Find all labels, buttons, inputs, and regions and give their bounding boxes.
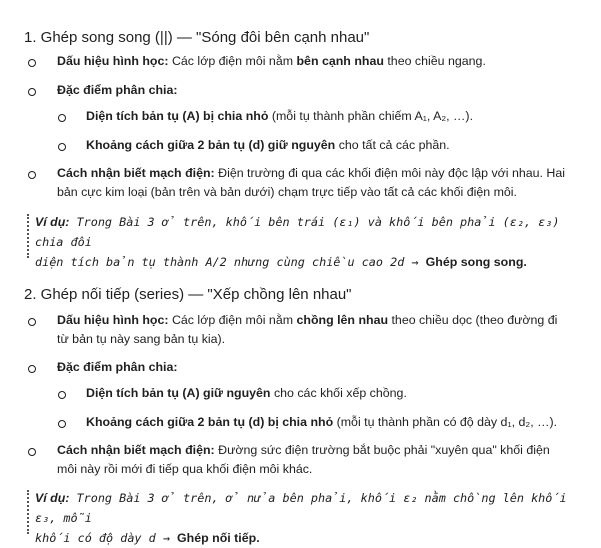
s1-sign-item: Dấu hiệu hình học: Các lớp điện môi nằm bên cạnh nhau theo chiều ngang. bbox=[57, 54, 486, 68]
s2-area-item: Diện tích bản tụ (A) giữ nguyên cho các khối xếp chồng. bbox=[86, 386, 407, 400]
s2-distance-item: Khoảng cách giữa 2 bản tụ (d) bị chia nhỏ (mỗi tụ thành phần có độ dày d₁, d₂, …). bbox=[86, 415, 558, 429]
example-quote-bar bbox=[27, 490, 29, 534]
s2-circuit-item: Cách nhận biết mạch điện: Đường sức điện trường bắt buộc phải "xuyên qua" khối điện môi này rồi mới đi tiếp qua khối điện môi khác. bbox=[57, 443, 550, 476]
section-2-title: 2. Ghép nối tiếp (series) — "Xếp chồng lên nhau" bbox=[24, 286, 352, 303]
sub-bullet-circle-icon bbox=[58, 391, 66, 399]
bullet-circle-icon bbox=[28, 318, 36, 326]
sub-bullet-circle-icon bbox=[58, 420, 66, 428]
example-quote-bar bbox=[27, 214, 29, 258]
bullet-circle-icon bbox=[28, 365, 36, 373]
sub-bullet-circle-icon bbox=[58, 143, 66, 151]
bullet-circle-icon bbox=[28, 88, 36, 96]
s1-circuit-item: Cách nhận biết mạch điện: Điện trường đi qua các khối điện môi này độc lập với nhau. Hai bản cực kim loại (bản trên và bản dưới) chạm trực tiếp vào tất cả các khối điện môi. bbox=[57, 166, 566, 199]
s2-sign-item: Dấu hiệu hình học: Các lớp điện môi nằm chồng lên nhau theo chiều dọc (theo đường đi từ bản tụ này sang bản tụ kia). bbox=[57, 313, 558, 346]
s1-area-item: Diện tích bản tụ (A) bị chia nhỏ (mỗi tụ thành phần chiếm A₁, A₂, …). bbox=[86, 109, 474, 123]
s2-feature-heading: Đặc điểm phân chia: bbox=[57, 360, 178, 374]
section-1-title: 1. Ghép song song (||) — "Sóng đôi bên cạnh nhau" bbox=[24, 29, 370, 46]
s1-feature-heading: Đặc điểm phân chia: bbox=[57, 83, 178, 97]
sub-bullet-circle-icon bbox=[58, 114, 66, 122]
bullet-circle-icon bbox=[28, 448, 36, 456]
bullet-circle-icon bbox=[28, 171, 36, 179]
s1-example-quote: Ví dụ: Trong Bài 3 ở trên, khối bên trái (ε₁) và khối bên phải (ε₂, ε₃) chia đôi diện tích bản tụ thành A/2 nhưng cùng chiều cao 2d → Ghép song song. bbox=[35, 215, 560, 269]
bullet-circle-icon bbox=[28, 59, 36, 67]
s1-distance-item: Khoảng cách giữa 2 bản tụ (d) giữ nguyên cho tất cả các phần. bbox=[86, 138, 450, 152]
s2-example-quote: Ví dụ: Trong Bài 3 ở trên, ở nửa bên phải, khối ε₂ nằm chồng lên khối ε₃, mỗi khối có độ dày d → Ghép nối tiếp. bbox=[35, 491, 567, 545]
